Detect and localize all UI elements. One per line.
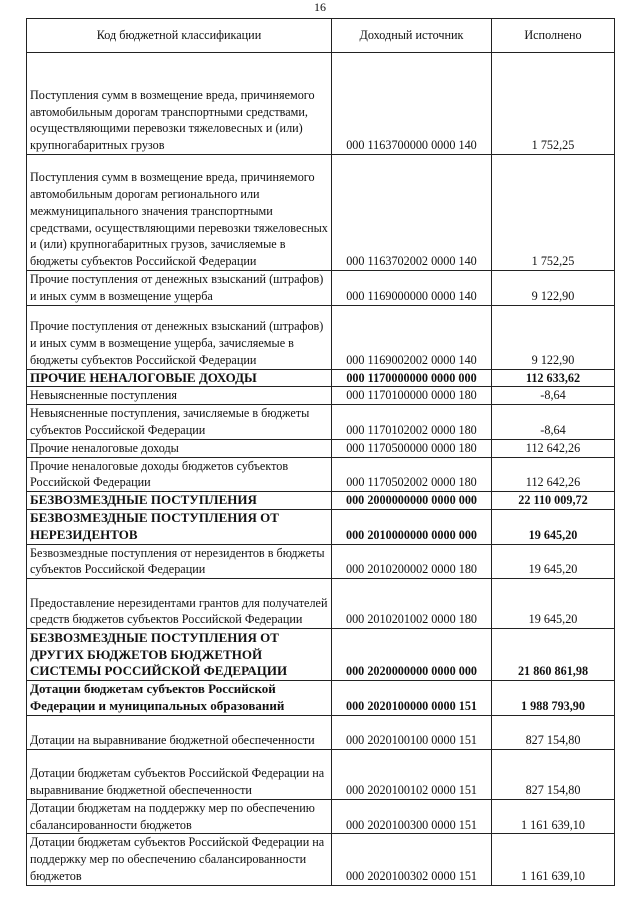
table-row (27, 53, 615, 155)
table-row-total (27, 369, 615, 387)
table-row (27, 799, 615, 834)
row-amount: 19 645,20 (492, 544, 615, 579)
row-name: ПРОЧИЕ НЕНАЛОГОВЫЕ ДОХОДЫ (27, 369, 332, 387)
row-amount: 9 122,90 (492, 305, 615, 369)
row-amount: 1 752,25 (492, 155, 615, 271)
table-row (27, 834, 615, 885)
row-code: 000 2010201002 0000 180 (332, 579, 492, 629)
row-name: Прочие неналоговые доходы (27, 439, 332, 457)
table-row-total (27, 629, 615, 681)
table-header-row (27, 19, 615, 53)
table-row (27, 271, 615, 306)
row-code: 000 2020100000 0000 151 (332, 681, 492, 716)
row-name: БЕЗВОЗМЕЗДНЫЕ ПОСТУПЛЕНИЯ (27, 492, 332, 510)
budget-execution-table (26, 18, 615, 886)
row-amount: 112 642,26 (492, 457, 615, 492)
row-code: 000 1170500000 0000 180 (332, 439, 492, 457)
row-code: 000 2000000000 0000 000 (332, 492, 492, 510)
row-code: 000 1170502002 0000 180 (332, 457, 492, 492)
row-name: БЕЗВОЗМЕЗДНЫЕ ПОСТУПЛЕНИЯ ОТ ДРУГИХ БЮДЖЕТОВ БЮДЖЕТНОЙ СИСТЕМЫ РОССИЙСКОЙ ФЕДЕРАЦИИ (27, 629, 332, 681)
row-name: Прочие поступления от денежных взысканий (штрафов) и иных сумм в возмещение ущерба (27, 271, 332, 306)
row-name: Невыясненные поступления, зачисляемые в бюджеты субъектов Российской Федерации (27, 405, 332, 440)
row-amount: 112 633,62 (492, 369, 615, 387)
row-name: Невыясненные поступления (27, 387, 332, 405)
table-row (27, 715, 615, 749)
table-row (27, 457, 615, 492)
row-code: 000 1169002002 0000 140 (332, 305, 492, 369)
row-amount: 21 860 861,98 (492, 629, 615, 681)
row-code: 000 1170100000 0000 180 (332, 387, 492, 405)
row-code: 000 2020100100 0000 151 (332, 715, 492, 749)
table-row (27, 387, 615, 405)
column-header-income-source: Доходный источник (332, 19, 492, 53)
table-row (27, 544, 615, 579)
row-name: Дотации бюджетам на поддержку мер по обеспечению сбалансированности бюджетов (27, 799, 332, 834)
row-amount: 19 645,20 (492, 509, 615, 544)
row-code: 000 2020100300 0000 151 (332, 799, 492, 834)
table-row-total (27, 681, 615, 716)
row-name: Безвозмездные поступления от нерезидентов в бюджеты субъектов Российской Федерации (27, 544, 332, 579)
row-amount: 827 154,80 (492, 715, 615, 749)
column-header-classification-code: Код бюджетной классификации (27, 19, 332, 53)
row-amount: 22 110 009,72 (492, 492, 615, 510)
table-row (27, 155, 615, 271)
row-amount: 827 154,80 (492, 749, 615, 799)
row-amount: 112 642,26 (492, 439, 615, 457)
row-amount: 9 122,90 (492, 271, 615, 306)
row-amount: 19 645,20 (492, 579, 615, 629)
row-code: 000 1169000000 0000 140 (332, 271, 492, 306)
table-body (27, 53, 615, 886)
row-name: Прочие неналоговые доходы бюджетов субъектов Российской Федерации (27, 457, 332, 492)
row-name: Прочие поступления от денежных взысканий (штрафов) и иных сумм в возмещение ущерба, зачисляемые в бюджеты субъектов Российской Федерации (27, 305, 332, 369)
row-name: БЕЗВОЗМЕЗДНЫЕ ПОСТУПЛЕНИЯ ОТ НЕРЕЗИДЕНТОВ (27, 509, 332, 544)
table-row (27, 439, 615, 457)
page-number: 16 (314, 0, 326, 14)
row-code: 000 1163702002 0000 140 (332, 155, 492, 271)
table-row (27, 749, 615, 799)
row-code: 000 1163700000 0000 140 (332, 53, 492, 155)
row-amount: -8,64 (492, 405, 615, 440)
row-amount: 1 752,25 (492, 53, 615, 155)
row-name: Поступления сумм в возмещение вреда, причиняемого автомобильным дорогам транспортными средствами, осуществляющими перевозки тяжеловесных и (или) крупногабаритных грузов (27, 53, 332, 155)
row-code: 000 2020100102 0000 151 (332, 749, 492, 799)
row-amount: -8,64 (492, 387, 615, 405)
row-name: Предоставление нерезидентами грантов для получателей средств бюджетов субъектов Российской Федерации (27, 579, 332, 629)
row-code: 000 1170000000 0000 000 (332, 369, 492, 387)
row-amount: 1 161 639,10 (492, 799, 615, 834)
row-name: Дотации на выравнивание бюджетной обеспеченности (27, 715, 332, 749)
row-name: Дотации бюджетам субъектов Российской Федерации на поддержку мер по обеспечению сбалансированности бюджетов (27, 834, 332, 885)
row-code: 000 2010000000 0000 000 (332, 509, 492, 544)
table-row (27, 305, 615, 369)
table-row (27, 579, 615, 629)
row-code: 000 2010200002 0000 180 (332, 544, 492, 579)
row-code: 000 2020100302 0000 151 (332, 834, 492, 885)
row-name: Дотации бюджетам субъектов Российской Федерации на выравнивание бюджетной обеспеченности (27, 749, 332, 799)
row-code: 000 2020000000 0000 000 (332, 629, 492, 681)
row-amount: 1 988 793,90 (492, 681, 615, 716)
column-header-executed: Исполнено (492, 19, 615, 53)
row-amount: 1 161 639,10 (492, 834, 615, 885)
row-name: Дотации бюджетам субъектов Российской Федерации и муниципальных образований (27, 681, 332, 716)
row-code: 000 1170102002 0000 180 (332, 405, 492, 440)
table-row-total (27, 509, 615, 544)
table-row-total (27, 492, 615, 510)
table-row (27, 405, 615, 440)
row-name: Поступления сумм в возмещение вреда, причиняемого автомобильным дорогам регионального или межмуниципального значения транспортными средствами, осуществляющими перевозки тяжеловесных и (или) крупногабаритных грузов, зачисляемые в бюджеты субъектов Российской Федерации (27, 155, 332, 271)
